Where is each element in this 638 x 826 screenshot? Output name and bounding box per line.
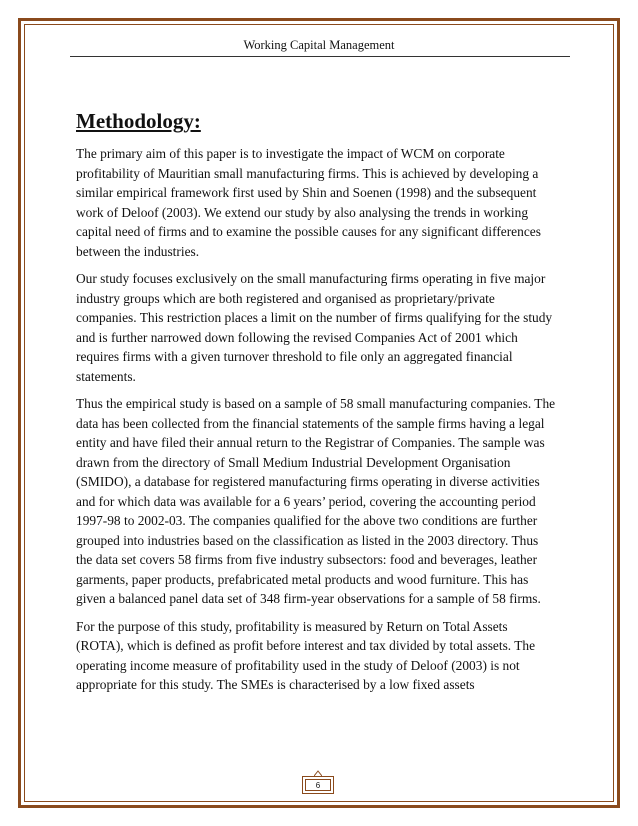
paragraph: Our study focuses exclusively on the small manufacturing firms operating in five major industry groups which are both registered and organised as proprietary/private companies. This restriction places a limit on the number of firms qualifying for the study and is further narrowed down following the revised Companies Act of 2001 which requires firms with a given turnover threshold to file only an aggregated financial statements. [76,271,553,384]
paragraph: The primary aim of this paper is to investigate the impact of WCM on corporate profitability of Mauritian small manufacturing firms. This is achieved by developing a similar empirical framework first used by Shin and Soenen (1998) and the subsequent work of Deloof (2003). We extend our study by also analysing the trends in working capital need of firms and to examine the possible causes for any significant differences between the industries. [76,146,541,259]
running-header: Working Capital Management [243,38,395,52]
page-number-box [302,776,334,794]
paragraph: For the purpose of this study, profitability is measured by Return on Total Assets (ROTA), which is defined as profit before interest and tax divided by total assets. The operating income measure of profitability used in the study of Deloof (2003) is not appropriate for this study. The SMEs is characterised by a low fixed assets [76,618,536,692]
document-body [76,108,556,703]
section-heading: Methodology: [76,109,201,133]
header-rule [70,56,570,57]
page-number: 6 [305,779,331,791]
paragraph: Thus the empirical study is based on a sample of 58 small manufacturing companies. The data has been collected from the financial statements of the sample firms having a legal entity and have filed their annual return to the Registrar of Companies. The sample was drawn from the directory of Small Medium Industrial Development Organisation (SMIDO), a database for registered manufacturing firms operating in diverse activities and for which data was available for a 6 years’ period, covering the accounting period 1997-98 to 2002-03. The companies qualified for the above two conditions are further grouped into industries based on the classification as listed in the 2003 directory. Thus the data set covers 58 firms from five industry subsectors: food and beverages, leather garments, paper products, prefabricated metal products and wood furniture. This has given a balanced panel data set of 348 firm-year observations for a sample of 58 firms. [76,396,556,606]
